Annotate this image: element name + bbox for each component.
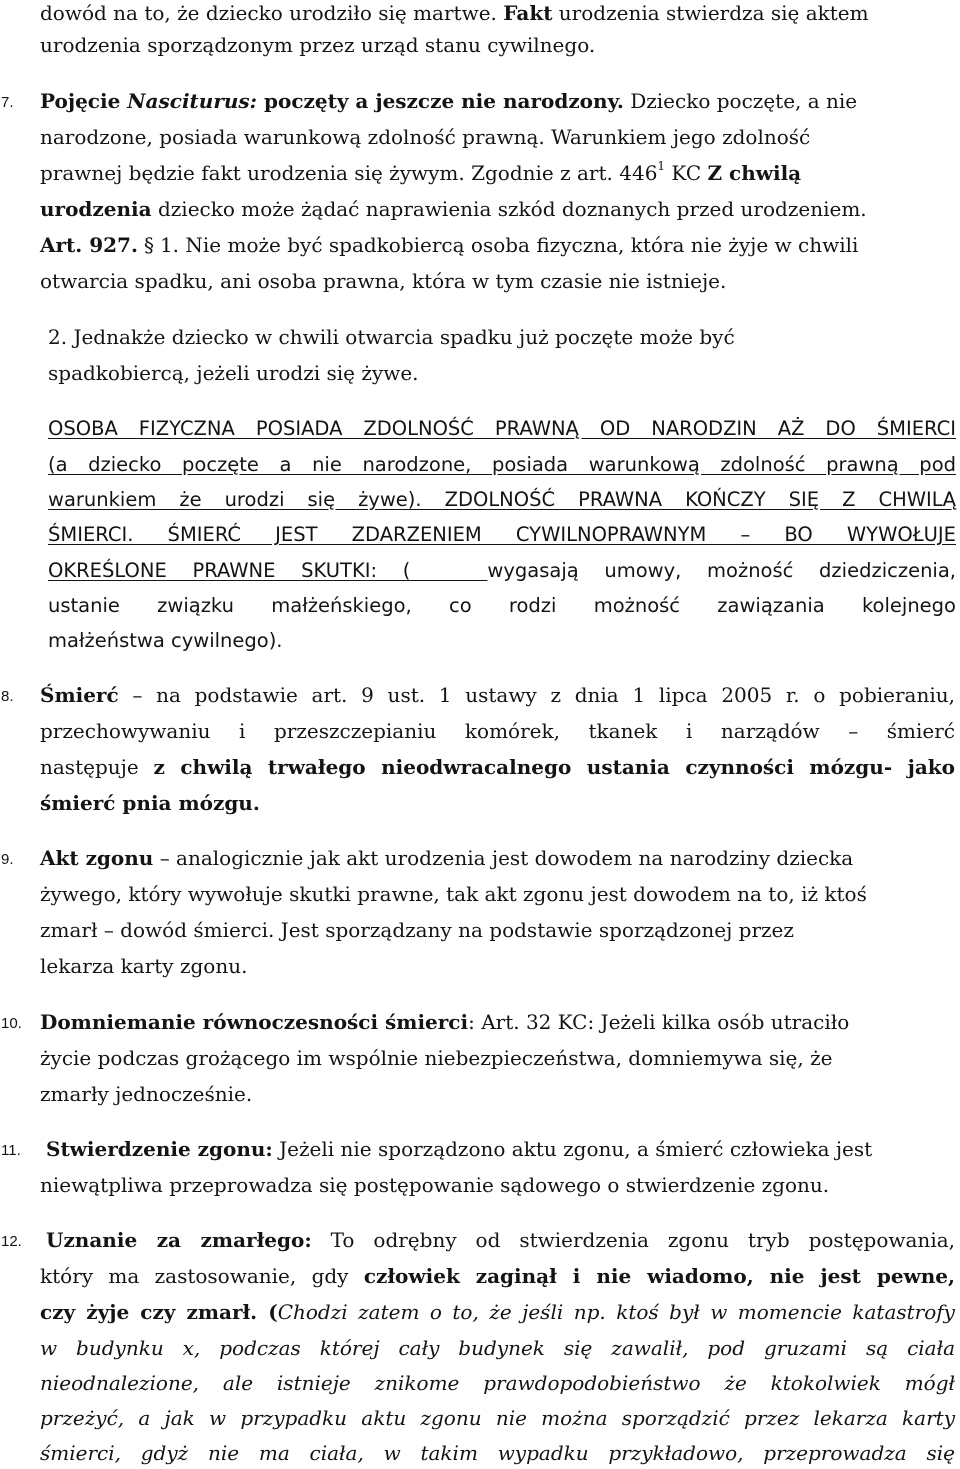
list-number: 8. [1, 688, 14, 705]
section-sign: § [143, 233, 154, 257]
text-line: żywego, który wywołuje skutki prawne, tak akt zgonu jest dowodem na to, iż ktoś [40, 882, 867, 906]
bold-text: Uznanie za zmarłego: [46, 1228, 312, 1252]
list-number: 12. [1, 1233, 22, 1250]
list-number: 10. [1, 1015, 22, 1032]
text-line [40, 1009, 940, 1035]
list-number: 7. [1, 94, 14, 111]
text: : Art. 32 KC: Jeżeli kilka osób utraciło [468, 1010, 850, 1034]
text: To odrębny od stwierdzenia zgonu tryb postępowania, [311, 1228, 955, 1252]
text-line [46, 1227, 955, 1253]
text: Jeżeli nie sporządzono aktu zgonu, a śmierć człowieka jest [272, 1137, 873, 1161]
underlined-text: warunkiem że urodzi się żywe). ZDOLNOŚĆ PRAWNA KOŃCZY SIĘ Z CHWILĄ [48, 488, 956, 511]
text: prawnej będzie fakt urodzenia się żywym. Zgodnie z art. 446 [40, 161, 658, 185]
text: – analogicznie jak akt urodzenia jest dowodem na narodziny dziecka [153, 846, 854, 870]
text-line [48, 487, 956, 513]
text-line [48, 558, 956, 584]
text-line: zmarł – dowód śmierci. Jest sporządzany na podstawie sporządzonej przez [40, 918, 794, 942]
text-line [40, 845, 940, 871]
bold-text: Fakt [503, 1, 553, 25]
text: następuje [40, 755, 154, 779]
bold-text: Art. 927. [40, 233, 138, 257]
text-line [40, 790, 940, 816]
underlined-text: OSOBA FIZYCZNA POSIADA ZDOLNOŚĆ PRAWNĄ OD NARODZIN AŻ DO ŚMIERCI [48, 417, 956, 440]
list-number: 11. [1, 1142, 21, 1159]
bold-text: czy żyje czy zmarł. ( [40, 1300, 278, 1324]
text: – na podstawie art. 9 ust. 1 ustawy z dnia 1 lipca 2005 r. o pobieraniu, [118, 683, 955, 707]
text: 2. [48, 325, 68, 349]
underlined-text: ŚMIERCI. ŚMIERĆ JEST ZDARZENIEM CYWILNOPRAWNYM – BO WYWOŁUJE [48, 523, 956, 546]
text-line [48, 452, 956, 478]
text: który ma zastosowanie, gdy [40, 1264, 364, 1288]
text-line [40, 754, 955, 780]
text: Dziecko poczęte, a nie [623, 89, 858, 113]
italic-text: przeżyć, a jak w przypadku aktu zgonu nie można sporządzić przez lekarza karty [40, 1406, 955, 1430]
text-line: zmarły jednocześnie. [40, 1082, 253, 1106]
text: dziecko może żądać naprawienia szkód doznanych przed urodzeniem. [151, 197, 867, 221]
bold-text: Z chwilą [707, 161, 802, 185]
text-line [40, 1440, 955, 1466]
underlined-text: (a dziecko poczęte a nie narodzone, posiada warunkową zdolność prawną pod [48, 453, 956, 476]
text-line [40, 682, 955, 708]
text-line: małżeństwa cywilnego). [48, 629, 283, 652]
text: 1. [159, 233, 180, 257]
list-number: 9. [1, 851, 14, 868]
text-line: życie podczas grożącego im wspólnie niebezpieczeństwa, domniemywa się, że [40, 1046, 833, 1070]
italic-bold-text: Nasciturus: [127, 89, 258, 113]
text-line [40, 1299, 955, 1325]
text: Nie może być spadkobiercą osoba fizyczna, która nie żyje w chwili [179, 233, 859, 257]
text-line [48, 416, 956, 442]
text-line [40, 1405, 955, 1431]
text-line: spadkobiercą, jeżeli urodzi się żywe. [48, 361, 419, 385]
text-line [40, 1335, 955, 1361]
text: Jednakże dziecko w chwili otwarcia spadku już poczęte może być [67, 325, 735, 349]
bold-text: Śmierć [40, 683, 119, 707]
underlined-text: OKREŚLONE PRAWNE SKUTKI: ( [48, 559, 411, 582]
italic-text: śmierci, gdyż nie ma ciała, w takim wypadku przykładowo, przeprowadza się [40, 1441, 955, 1465]
text-line [48, 324, 948, 350]
text-line [40, 1370, 955, 1396]
text-line [40, 196, 960, 222]
text-line: niewątpliwa przeprowadza się postępowanie sądowego o stwierdzenie zgonu. [40, 1173, 830, 1197]
bold-text: z chwilą trwałego nieodwracalnego ustania czynności mózgu- jako [153, 755, 955, 779]
italic-text: w budynku x, podczas której cały budynek się zawalił, pod gruzami są ciała [40, 1336, 955, 1360]
bold-text: poczęty a jeszcze nie narodzony. [257, 89, 624, 113]
text-line [40, 0, 940, 26]
text-line [40, 1263, 955, 1289]
text: urodzenia stwierdza się aktem [552, 1, 869, 25]
text-line [46, 1136, 956, 1162]
superscript: 1 [657, 159, 666, 174]
text-line: przechowywaniu i przeszczepianiu komórek, tkanek i narządów – śmierć [40, 719, 955, 743]
text-line [40, 232, 960, 258]
bold-text: Pojęcie [40, 89, 128, 113]
text-line: narodzone, posiada warunkową zdolność prawną. Warunkiem jego zdolność [40, 125, 811, 149]
text-line: otwarcia spadku, ani osoba prawna, która w tym czasie nie istnieje. [40, 269, 727, 293]
text: KC [665, 161, 708, 185]
text: dowód na to, że dziecko urodziło się martwe. [40, 1, 504, 25]
text-line [48, 522, 956, 548]
text-line [40, 160, 940, 186]
italic-text: nieodnalezione, ale istnieje znikome prawdopodobieństwo że ktokolwiek mógł [40, 1371, 955, 1395]
text-line: ustanie związku małżeńskiego, co rodzi możność zawiązania kolejnego [48, 594, 956, 617]
text: wygasają umowy, możność dziedziczenia, [487, 559, 956, 582]
bold-text: śmierć pnia mózgu. [40, 791, 260, 815]
italic-text: Chodzi zatem o to, że jeśli np. ktoś był w momencie katastrofy [277, 1300, 955, 1324]
bold-text: Stwierdzenie zgonu: [46, 1137, 273, 1161]
bold-text: człowiek zaginął i nie wiadomo, nie jest pewne, [363, 1264, 955, 1288]
text-line [40, 88, 940, 114]
bold-text: Domniemanie równoczesności śmierci [40, 1010, 469, 1034]
bold-text: Akt zgonu [40, 846, 154, 870]
text-line: lekarza karty zgonu. [40, 954, 248, 978]
text-line: urodzenia sporządzonym przez urząd stanu cywilnego. [40, 33, 596, 57]
bold-text: urodzenia [40, 197, 152, 221]
